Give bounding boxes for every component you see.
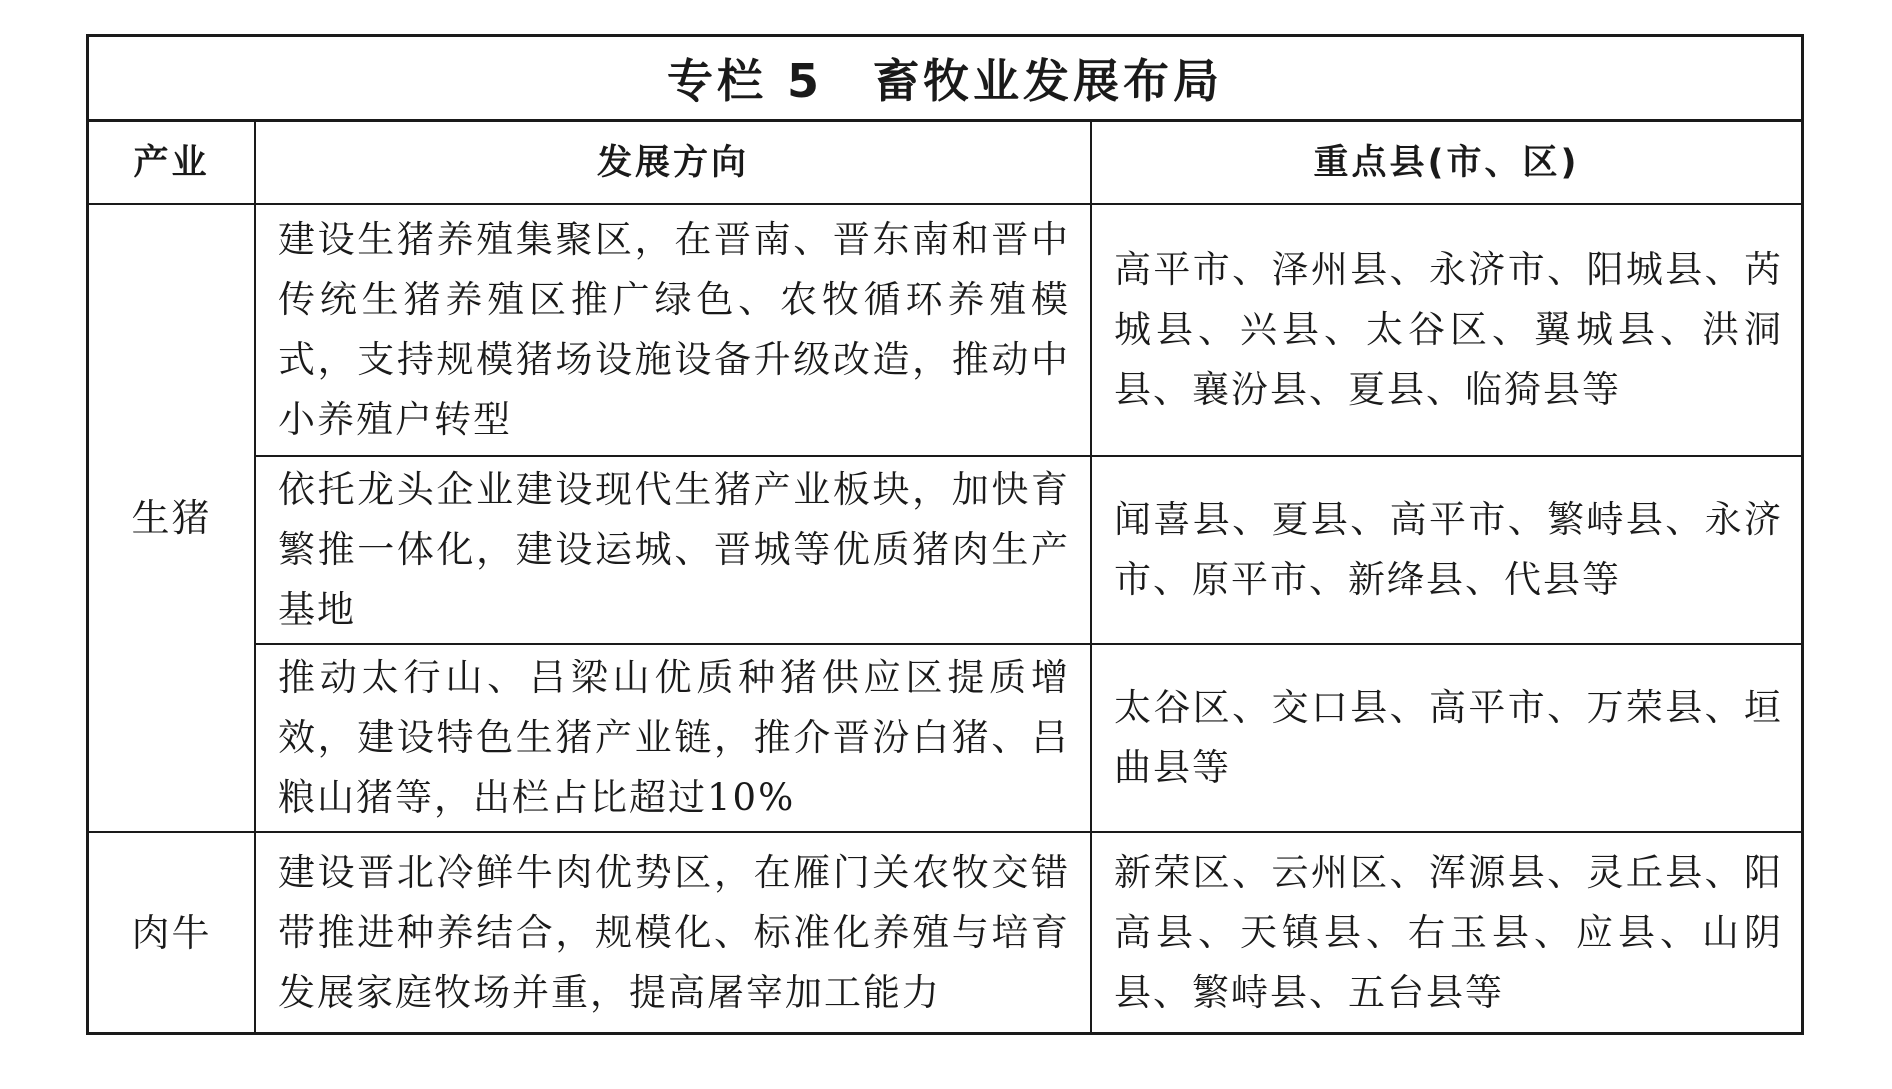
direction-cell: 建设生猪养殖集聚区，在晋南、晋东南和晋中传统生猪养殖区推广绿色、农牧循环养殖模式，支持规模猪场设施设备升级改造，推动中小养殖户转型 bbox=[255, 204, 1091, 456]
table-row bbox=[89, 644, 1801, 832]
counties-cell: 太谷区、交口县、高平市、万荣县、垣曲县等 bbox=[1091, 644, 1801, 832]
layout-table-box bbox=[86, 34, 1804, 1035]
industry-cell: 肉牛 bbox=[89, 832, 255, 1032]
counties-cell: 闻喜县、夏县、高平市、繁峙县、永济市、原平市、新绛县、代县等 bbox=[1091, 456, 1801, 644]
counties-cell: 新荣区、云州区、浑源县、灵丘县、阳高县、天镇县、右玉县、应县、山阴县、繁峙县、五台县等 bbox=[1091, 832, 1801, 1032]
header-counties: 重点县(市、区) bbox=[1091, 122, 1801, 204]
header-industry: 产业 bbox=[89, 122, 255, 204]
direction-cell: 依托龙头企业建设现代生猪产业板块，加快育繁推一体化，建设运城、晋城等优质猪肉生产基地 bbox=[255, 456, 1091, 644]
table-row bbox=[89, 204, 1801, 456]
counties-cell: 高平市、泽州县、永济市、阳城县、芮城县、兴县、太谷区、翼城县、洪洞县、襄汾县、夏县、临猗县等 bbox=[1091, 204, 1801, 456]
table-title: 专栏 5 畜牧业发展布局 bbox=[89, 37, 1801, 122]
direction-cell: 推动太行山、吕梁山优质种猪供应区提质增效，建设特色生猪产业链，推介晋汾白猪、吕粮山猪等，出栏占比超过10% bbox=[255, 644, 1091, 832]
table-row bbox=[89, 832, 1801, 1032]
industry-cell: 生猪 bbox=[89, 204, 255, 832]
header-direction: 发展方向 bbox=[255, 122, 1091, 204]
livestock-layout-table bbox=[89, 122, 1801, 1032]
table-row bbox=[89, 456, 1801, 644]
direction-cell: 建设晋北冷鲜牛肉优势区，在雁门关农牧交错带推进种养结合，规模化、标准化养殖与培育发展家庭牧场并重，提高屠宰加工能力 bbox=[255, 832, 1091, 1032]
header-row bbox=[89, 122, 1801, 204]
